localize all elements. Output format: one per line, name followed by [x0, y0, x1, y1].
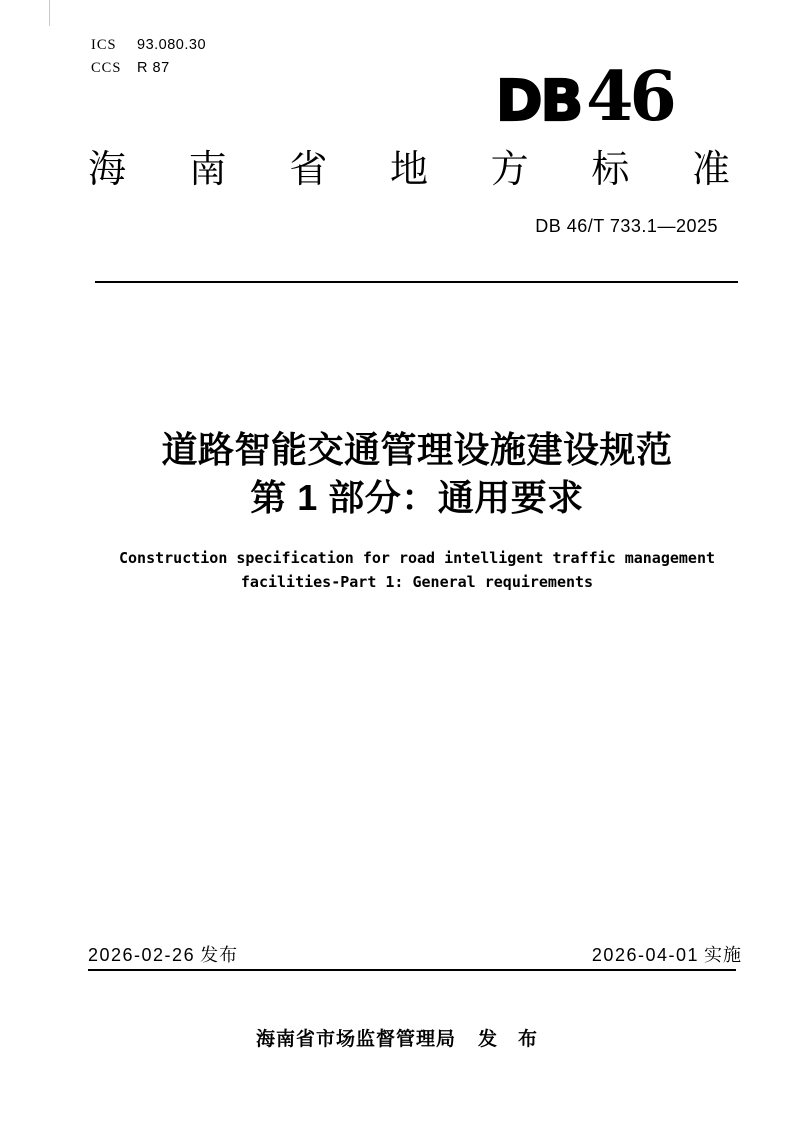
title-zh-line1: 道路智能交通管理设施建设规范 [161, 429, 673, 470]
scan-artifact-line [49, 0, 50, 26]
ics-label: ICS [91, 37, 117, 53]
db-logo-prefix: DB [496, 69, 582, 134]
title-block [40, 426, 794, 522]
issue-date-group [88, 941, 238, 967]
standard-number: DB 46/T 733.1—2025 [535, 216, 718, 236]
publisher-name: 海南省市场监督管理局 [255, 1029, 456, 1050]
title-en-line2: facilities-Part 1: General requirements [240, 573, 594, 591]
standard-category-banner: 海南省地方标准 [88, 149, 730, 191]
classification-codes [91, 34, 206, 80]
issue-date: 2026-02-26 [88, 945, 196, 965]
ccs-value: R 87 [137, 60, 170, 76]
title-en-block [40, 546, 794, 594]
title-en-line1: Construction specification for road intelligent traffic management [118, 549, 716, 567]
header-rule [95, 281, 738, 283]
issue-label: 发布 [200, 945, 239, 965]
implementation-date: 2026-04-01 [591, 945, 699, 965]
ccs-code-row [91, 57, 206, 80]
footer-rule [88, 969, 736, 971]
dates-row [88, 941, 742, 967]
ics-code-row [91, 34, 206, 57]
db-logo-region-number: 46 [586, 57, 673, 137]
db46-logo [496, 57, 673, 137]
publish-label: 发 布 [478, 1029, 539, 1050]
implementation-date-group [592, 941, 742, 967]
ics-value: 93.080.30 [137, 37, 207, 53]
ccs-label: CCS [91, 60, 122, 76]
publisher-row [0, 1024, 794, 1051]
title-zh-line2: 第 1 部分：通用要求 [250, 477, 584, 518]
implementation-label: 实施 [704, 945, 742, 965]
